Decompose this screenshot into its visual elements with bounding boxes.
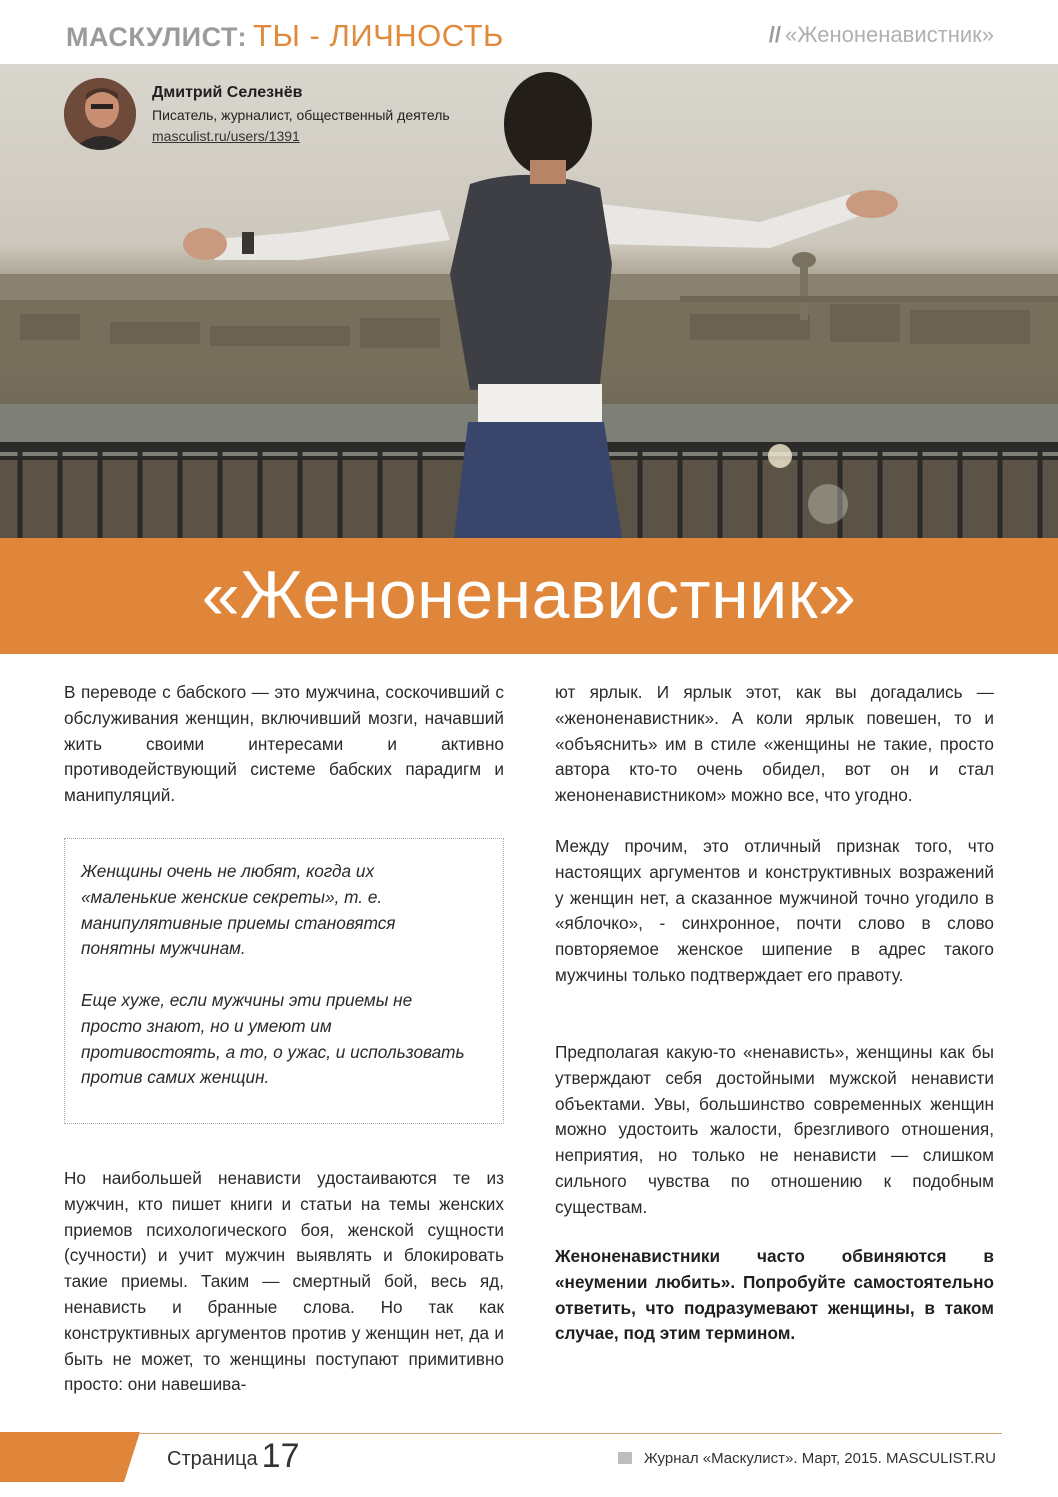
paragraph-continuation: ют ярлык. И ярлык этот, как вы догадались — «женоненавистник». А коли ярлык повешен, то и «объяснить» им в стиле «женщины не такие, просто автора кто-то очень обидел, вот он и стал женоненавистником» можно все, что угодно. [555,682,994,806]
page-header [0,0,1058,64]
paragraph-2: Между прочим, это отличный признак того, что настоящих аргументов и конструктивных возражений у женщин нет, а сказанное мужчиной точно угодило в «яблочко», - синхронное, почти слово в слово повторяемое женское шипение в адрес такого мужчины только подтверждает его правоту. [555,836,994,985]
closing-question: Женоненавистники часто обвиняются в «неумении любить». Попробуйте самостоятельно ответить, что подразумевают женщины, в таком случае, под этим термином. [555,1246,994,1344]
author-name: Дмитрий Селезнёв [152,84,303,101]
author-role: Писатель, журналист, общественный деятель [152,107,450,123]
page-label-text: Страница [167,1448,258,1470]
footer-divider [140,1433,1002,1434]
article-title: «Женоненавистник» [201,557,857,633]
page-number-label [167,1436,299,1479]
page-number: 17 [261,1437,300,1475]
column-2-p2 [555,834,994,989]
column-1-intro [64,680,504,809]
quote-paragraph-1: Женщины очень не любят, когда их «маленькие женские секреты», т. е. манипулятивные приемы становятся понятны мужчинам. [81,861,396,959]
title-band [0,538,1058,654]
avatar-portrait [64,78,136,150]
quote-paragraph-2: Еще хуже, если мужчины эти приемы не просто знают, но и умеют им противостоять, а то, о ужас, и использовать против самих женщин. [81,989,465,1088]
article-reference-title: «Женоненавистник» [784,22,994,47]
magazine-heading [66,18,504,55]
journal-credit-text: Журнал «Маскулист». Март, 2015. MASCULIST.RU [643,1450,996,1467]
pull-quote-box [64,838,504,1124]
column-2-p4 [555,1244,994,1347]
paragraph-3: Предполагая какую-то «ненависть», женщины как бы утверждают себя достойными мужской ненависти объектами. Увы, большинство современных женщин можно удостоить жалости, брезгливого отношения, неприятия, но только не ненависти — слишком сильного чувства по отношению к подобным существам. [555,1042,994,1217]
section-name: ТЫ - ЛИЧНОСТЬ [253,18,504,53]
slashes-divider: // [768,22,781,47]
column-2-p3 [555,1040,994,1221]
column-1-body [64,1166,504,1398]
article-reference [769,22,994,48]
square-bullet-icon [618,1452,632,1464]
journal-credit [618,1450,996,1467]
intro-paragraph: В переводе с бабского — это мужчина, соскочивший с обслуживания женщин, включивший мозги, начавший жить своими интересами и активно противодействующий системе бабских парадигм и манипуляций. [64,682,504,806]
magazine-name: МАСКУЛИСТ: [66,22,248,52]
footer-accent-shape [0,1432,140,1482]
body-paragraph: Но наибольшей ненависти удостаиваются те из мужчин, кто пишет книги и статьи на темы женских приемов психологического боя, женской сущности (сучности) и учит мужчин выявлять и блокировать такие приемы. Таким — смертный бой, весь яд, ненависть и бранные слова. Но так как конструктивных аргументов против у женщин нет, да и быть не может, то женщины поступают примитивно просто: они навешива- [64,1168,504,1395]
author-profile-link[interactable]: masculist.ru/users/1391 [152,128,300,144]
column-2-p1 [555,680,994,809]
avatar [64,78,136,150]
